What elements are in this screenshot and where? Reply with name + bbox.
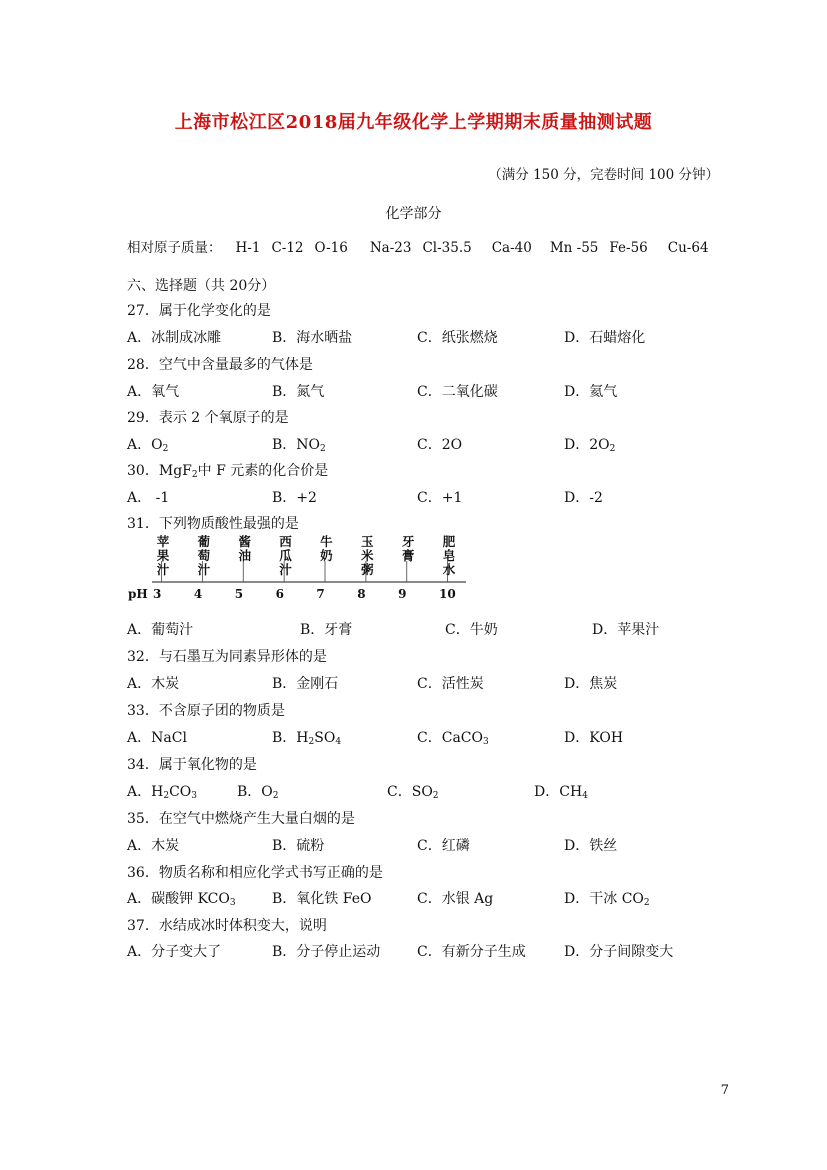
answer-option[interactable]: C．+1 bbox=[417, 490, 463, 506]
answer-option[interactable]: A．木炭 bbox=[127, 676, 180, 692]
answer-option[interactable]: D．-2 bbox=[564, 490, 603, 506]
answer-option[interactable]: D．$2O_2$ bbox=[564, 437, 616, 454]
options-row bbox=[127, 381, 727, 401]
answer-option[interactable]: B．$NO_2$ bbox=[272, 437, 326, 454]
ph-tick-label: 10 bbox=[439, 587, 456, 601]
question-stem: 28．空气中含量最多的气体是 bbox=[127, 357, 313, 373]
answer-option[interactable]: B．牙膏 bbox=[300, 622, 353, 638]
answer-option[interactable]: D．分子间隙变大 bbox=[564, 944, 674, 960]
question-stem: 34．属于氧化物的是 bbox=[127, 757, 257, 773]
options-row bbox=[127, 327, 727, 347]
question-stem: 33．不含原子团的物质是 bbox=[127, 703, 285, 719]
answer-option[interactable]: C．牛奶 bbox=[445, 622, 498, 638]
ph-substance-label: 玉 米 粥 bbox=[361, 534, 374, 577]
options-row bbox=[127, 781, 727, 801]
answer-option[interactable]: A．氧气 bbox=[127, 384, 180, 400]
options-row bbox=[127, 835, 727, 855]
answer-option[interactable]: B．$H_2SO_4$ bbox=[272, 730, 342, 747]
answer-option[interactable]: A．$H_2CO_3$ bbox=[127, 784, 198, 801]
ph-substance-label: 苹 果 汁 bbox=[156, 534, 170, 577]
question-stem: 30．MgF$_2$中 F 元素的化合价是 bbox=[127, 463, 329, 480]
answer-option[interactable]: A． -1 bbox=[127, 490, 170, 506]
answer-option[interactable]: A．木炭 bbox=[127, 838, 180, 854]
answer-option[interactable]: D．干冰 $CO_2$ bbox=[564, 891, 650, 908]
answer-option[interactable]: C．水银 Ag bbox=[417, 891, 494, 907]
atomic-mass-label: 相对原子质量： bbox=[127, 240, 222, 256]
options-row bbox=[127, 487, 727, 507]
score-time-note: （满分 150 分，完卷时间 100 分钟） bbox=[488, 167, 719, 183]
answer-option[interactable]: B．金刚石 bbox=[272, 676, 339, 692]
ph-tick-label: 6 bbox=[275, 587, 284, 601]
section-heading: 化学部分 bbox=[385, 206, 442, 222]
ph-substance-label: 牛 奶 bbox=[320, 534, 333, 563]
answer-option[interactable]: C．红磷 bbox=[417, 838, 470, 854]
atomic-mass-item: Mn -55 bbox=[549, 240, 599, 256]
ph-tick-label: 8 bbox=[357, 587, 366, 601]
answer-option[interactable]: D．氦气 bbox=[564, 384, 618, 400]
answer-option[interactable]: B．分子停止运动 bbox=[272, 944, 381, 960]
options-row bbox=[127, 434, 727, 454]
ph-axis-label: pH bbox=[128, 587, 148, 601]
answer-option[interactable]: C．$SO_2$ bbox=[387, 784, 439, 801]
atomic-mass-item: Ca-40 bbox=[491, 240, 532, 256]
answer-option[interactable]: C．活性炭 bbox=[417, 676, 484, 692]
options-row bbox=[127, 673, 727, 693]
question-stem: 29．表示 2 个氧原子的是 bbox=[127, 410, 289, 426]
atomic-mass-item: Na-23 bbox=[369, 240, 412, 256]
question-stem: 32．与石墨互为同素异形体的是 bbox=[127, 649, 327, 665]
answer-option[interactable]: D．焦炭 bbox=[564, 676, 618, 692]
answer-option[interactable]: A．碳酸钾 $KCO_3$ bbox=[127, 891, 236, 908]
answer-option[interactable]: D．铁丝 bbox=[564, 838, 618, 854]
answer-option[interactable]: B．海水晒盐 bbox=[272, 330, 353, 346]
ph-tick-label: 9 bbox=[398, 587, 407, 601]
question-stem: 35．在空气中燃烧产生大量白烟的是 bbox=[127, 811, 355, 827]
atomic-mass-item: H-1 bbox=[235, 240, 261, 256]
ph-substance-label: 西 瓜 汁 bbox=[279, 534, 292, 577]
question-stem: 31．下列物质酸性最强的是 bbox=[127, 516, 299, 532]
answer-option[interactable]: D．$CH_4$ bbox=[534, 784, 588, 801]
question-stem: 37．水结成冰时体积变大，说明 bbox=[127, 918, 327, 934]
answer-option[interactable]: A．分子变大了 bbox=[127, 944, 222, 960]
answer-option[interactable]: C．2O bbox=[417, 437, 463, 453]
atomic-mass-item: Fe-56 bbox=[609, 240, 648, 256]
answer-option[interactable]: A．NaCl bbox=[127, 730, 187, 746]
answer-option[interactable]: C．纸张燃烧 bbox=[417, 330, 498, 346]
atomic-mass-item: Cu-64 bbox=[667, 240, 709, 256]
answer-option[interactable]: C．有新分子生成 bbox=[417, 944, 526, 960]
part-heading: 六、选择题（共 20分） bbox=[127, 278, 276, 294]
options-row bbox=[127, 727, 727, 747]
answer-option[interactable]: D．苹果汁 bbox=[592, 622, 660, 638]
answer-option[interactable]: B．硫粉 bbox=[272, 838, 325, 854]
answer-option[interactable]: D．石蜡熔化 bbox=[564, 330, 646, 346]
atomic-mass-line bbox=[127, 236, 720, 256]
answer-option[interactable]: B．氮气 bbox=[272, 384, 325, 400]
answer-option[interactable]: B．氧化铁 FeO bbox=[272, 891, 372, 907]
ph-substance-label: 牙 膏 bbox=[401, 534, 415, 563]
atomic-mass-item: O-16 bbox=[314, 240, 348, 256]
answer-option[interactable]: A．冰制成冰雕 bbox=[127, 330, 222, 346]
ph-tick-label: 3 bbox=[153, 587, 162, 601]
answer-option[interactable]: A．葡萄汁 bbox=[127, 622, 194, 638]
question-stem: 27．属于化学变化的是 bbox=[127, 303, 271, 319]
ph-substance-label: 肥 皂 水 bbox=[442, 534, 456, 577]
ph-substance-label: 酱 油 bbox=[238, 534, 251, 563]
ph-tick-label: 7 bbox=[316, 587, 325, 601]
options-row bbox=[127, 941, 727, 961]
ph-substance-label: 葡 萄 汁 bbox=[197, 534, 211, 577]
answer-option[interactable]: C．CaCO$_3$ bbox=[417, 730, 489, 747]
answer-option[interactable]: B．$O_2$ bbox=[237, 784, 279, 801]
atomic-mass-item: Cl-35.5 bbox=[422, 240, 472, 256]
atomic-mass-item: C-12 bbox=[271, 240, 304, 256]
options-row bbox=[127, 619, 727, 639]
ph-tick-label: 5 bbox=[234, 587, 244, 601]
options-row bbox=[127, 888, 727, 908]
question-stem: 36．物质名称和相应化学式书写正确的是 bbox=[127, 865, 383, 881]
answer-option[interactable]: C．二氧化碳 bbox=[417, 384, 498, 400]
ph-tick-label: 4 bbox=[193, 587, 203, 601]
page-number: 7 bbox=[720, 1083, 729, 1098]
answer-option[interactable]: B．+2 bbox=[272, 490, 317, 506]
page-title: 上海市松江区2018届九年级化学上学期期末质量抽测试题 bbox=[174, 112, 653, 133]
answer-option[interactable]: A．$O_2$ bbox=[127, 437, 169, 454]
answer-option[interactable]: D．KOH bbox=[564, 730, 624, 746]
ph-scale-figure bbox=[128, 535, 468, 603]
